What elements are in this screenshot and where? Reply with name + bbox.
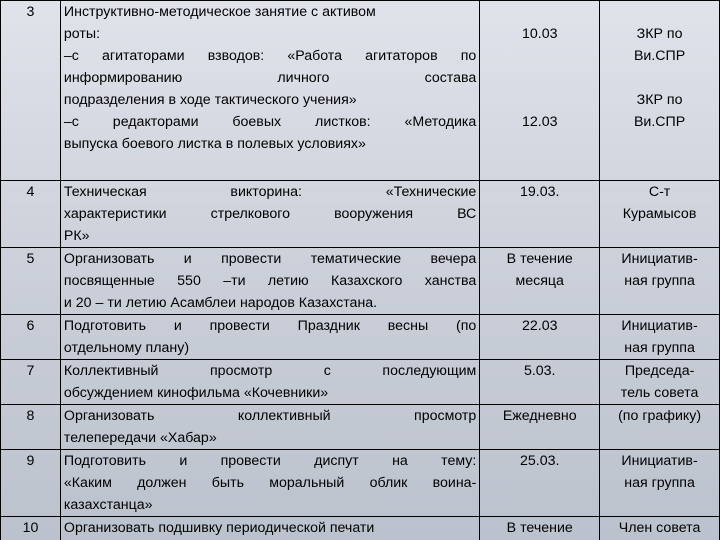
date-cell bbox=[480, 360, 600, 405]
responsible-line: Председа- bbox=[624, 363, 695, 379]
event-cell bbox=[60, 315, 479, 360]
event-line: РК» bbox=[63, 228, 90, 244]
responsible-cell bbox=[600, 181, 720, 248]
responsible-line: ная группа bbox=[624, 475, 695, 491]
event-line: Организовать коллективный просмотр bbox=[63, 408, 477, 424]
date-value: 5.03. bbox=[523, 363, 556, 379]
responsible-cell bbox=[600, 405, 720, 450]
responsible-cell bbox=[600, 517, 720, 540]
date-cell bbox=[480, 405, 600, 450]
event-line: казахстанца» bbox=[63, 497, 153, 513]
date-value: В течение bbox=[506, 251, 573, 267]
responsible-line: Ви.СПР bbox=[633, 48, 686, 64]
event-line: посвященные 550 –ти летию Казахского ханства bbox=[63, 273, 477, 289]
table-row bbox=[1, 517, 720, 540]
responsible-line: ЗКР по bbox=[636, 26, 683, 42]
event-cell bbox=[60, 360, 479, 405]
row-number: 9 bbox=[1, 450, 61, 517]
date-cell bbox=[480, 315, 600, 360]
event-line: Организовать и провести тематические вечера bbox=[63, 251, 477, 267]
responsible-line: Инициатив- bbox=[621, 318, 698, 334]
responsible-line: ная группа bbox=[624, 273, 695, 289]
table-row bbox=[1, 450, 720, 517]
event-line: «Каким должен быть моральный облик воина- bbox=[63, 475, 477, 491]
table-row bbox=[1, 181, 720, 248]
responsible-line: Ви.СПР bbox=[633, 114, 686, 130]
responsible-cell bbox=[600, 315, 720, 360]
row-number: 8 bbox=[1, 405, 61, 450]
responsible-cell bbox=[600, 1, 720, 181]
date-value: 10.03 bbox=[521, 26, 558, 42]
row-number: 10 bbox=[1, 517, 61, 540]
date-value: В течение bbox=[506, 520, 573, 536]
event-line: –с редакторами боевых листков: «Методика bbox=[63, 114, 477, 130]
table-row bbox=[1, 1, 720, 181]
responsible-line: С-т bbox=[648, 184, 671, 200]
date-value: 25.03. bbox=[520, 453, 560, 469]
table-row bbox=[1, 315, 720, 360]
event-line: Организовать подшивку периодической печати bbox=[63, 520, 375, 536]
responsible-line: Инициатив- bbox=[621, 251, 698, 267]
date-cell bbox=[480, 248, 600, 315]
event-line: отдельному плану) bbox=[63, 340, 190, 356]
event-line: характеристики стрелкового вооружения ВС bbox=[63, 206, 477, 222]
event-cell bbox=[60, 450, 479, 517]
date-cell bbox=[480, 1, 600, 181]
responsible-line: ЗКР по bbox=[636, 92, 683, 108]
responsible-cell bbox=[600, 248, 720, 315]
responsible-cell bbox=[600, 450, 720, 517]
event-cell bbox=[60, 248, 479, 315]
event-line: Техническая викторина: «Технические bbox=[63, 184, 477, 200]
date-value: Ежедневно bbox=[502, 408, 577, 424]
event-line: и 20 – ти летию Асамблеи народов Казахстана. bbox=[63, 295, 378, 311]
date-cell bbox=[480, 181, 600, 248]
row-number: 5 bbox=[1, 248, 61, 315]
event-cell bbox=[60, 1, 479, 181]
row-number: 3 bbox=[1, 1, 61, 181]
event-line: Инструктивно-методическое занятие с активом bbox=[63, 4, 376, 20]
responsible-line: Курамысов bbox=[622, 206, 697, 222]
date-value: 22.03 bbox=[521, 318, 558, 334]
date-cell bbox=[480, 517, 600, 540]
event-line: телепередачи «Хабар» bbox=[63, 430, 217, 446]
date-value: 12.03 bbox=[521, 114, 558, 130]
row-number: 4 bbox=[1, 181, 61, 248]
event-line: обсуждением кинофильма «Кочевники» bbox=[63, 385, 329, 401]
responsible-line: ная группа bbox=[624, 340, 695, 356]
date-value: 19.03. bbox=[520, 184, 560, 200]
responsible-line: (по графику) bbox=[618, 408, 702, 424]
responsible-line: тель совета bbox=[620, 385, 699, 401]
event-line: Подготовить и провести диспут на тему: bbox=[63, 453, 477, 469]
row-number: 6 bbox=[1, 315, 61, 360]
table-row bbox=[1, 248, 720, 315]
event-cell bbox=[60, 181, 479, 248]
responsible-line: Инициатив- bbox=[621, 453, 698, 469]
event-line: информированию личного состава bbox=[63, 70, 477, 86]
table-row bbox=[1, 360, 720, 405]
event-cell bbox=[60, 517, 479, 540]
event-line: выпуска боевого листка в полевых условиях» bbox=[63, 136, 366, 152]
row-number: 7 bbox=[1, 360, 61, 405]
event-line: –с агитаторами взводов: «Работа агитаторов по bbox=[63, 48, 477, 64]
responsible-cell bbox=[600, 360, 720, 405]
event-line: Коллективный просмотр с последующим bbox=[63, 363, 477, 379]
event-line: подразделения в ходе тактического учения» bbox=[63, 92, 357, 108]
table-row bbox=[1, 405, 720, 450]
responsible-line: Член совета bbox=[618, 520, 701, 536]
date-cell bbox=[480, 450, 600, 517]
date-value: месяца bbox=[515, 273, 564, 289]
event-line: роты: bbox=[63, 26, 101, 42]
event-cell bbox=[60, 405, 479, 450]
event-line: Подготовить и провести Праздник весны (по bbox=[63, 318, 477, 334]
